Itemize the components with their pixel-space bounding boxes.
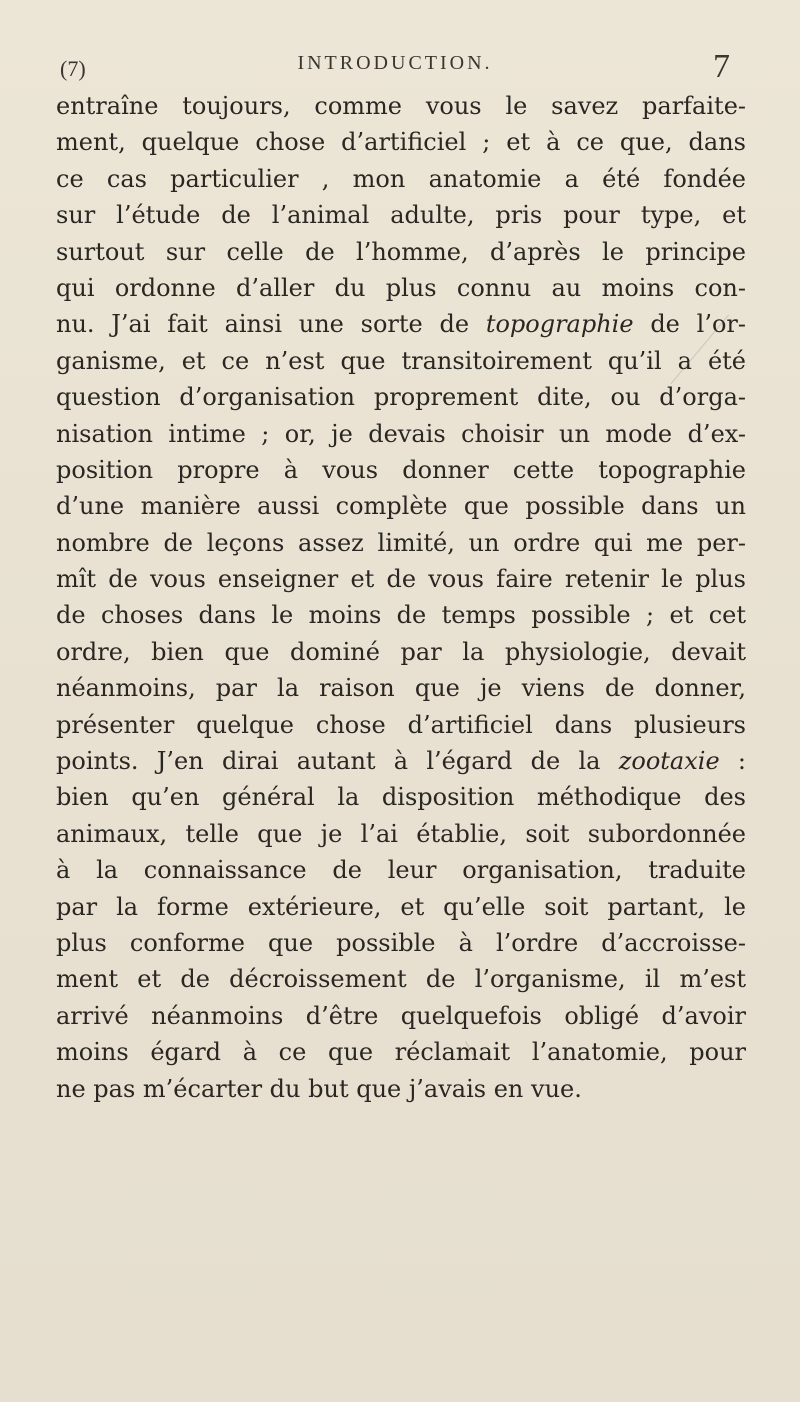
running-header — [60, 42, 730, 85]
running-title: INTRODUCTION. — [297, 52, 493, 74]
italic-term: topographie — [485, 310, 634, 339]
text-line: moins égard à ce que réclamait l’anatomie, pour — [56, 1038, 746, 1067]
text-line: sur l’étude de l’animal adulte, pris pour type, et — [56, 201, 746, 230]
text-line: entraîne toujours, comme vous le savez parfaite- — [56, 92, 746, 120]
text-line: d’une manière aussi complète que possible dans un — [56, 492, 746, 521]
text-line: à la connaissance de leur organisation, traduite — [56, 856, 746, 885]
text-line-last: ne pas m’écarter du but que j’avais en vue. — [56, 1074, 582, 1103]
text-line: présenter quelque chose d’artificiel dans plusieurs — [56, 710, 746, 739]
page-number: 7 — [713, 48, 730, 85]
text-line: par la forme extérieure, et qu’elle soit partant, le — [56, 892, 746, 921]
text-line: arrivé néanmoins d’être quelquefois obligé d’avoir — [56, 1001, 746, 1030]
text-line: plus conforme que possible à l’ordre d’accroisse- — [56, 928, 746, 957]
text-line: néanmoins, par la raison que je viens de donner, — [56, 674, 746, 703]
text-line: ordre, bien que dominé par la physiologie, devait — [56, 637, 746, 666]
text-line: position propre à vous donner cette topographie — [56, 455, 746, 484]
text-line: nombre de leçons assez limité, un ordre qui me per- — [56, 528, 746, 557]
text-line: question d’organisation proprement dite, ou d’orga- — [56, 383, 746, 412]
text-line: animaux, telle que je l’ai établie, soit subordonnée — [56, 819, 746, 848]
text-line: mît de vous enseigner et de vous faire retenir le plus — [56, 565, 746, 594]
italic-term: zootaxie — [618, 747, 720, 776]
text-line-emph: nu. J’ai fait ainsi une sorte de topographie de l’or- — [56, 310, 746, 339]
text-line: ce cas particulier , mon anatomie a été fondée — [56, 164, 746, 193]
page-number-bracketed: (7) — [60, 56, 86, 81]
text-line: qui ordonne d’aller du plus connu au moins con- — [56, 273, 746, 302]
text-line: bien qu’en général la disposition méthodique des — [56, 783, 746, 812]
body-text — [56, 88, 746, 1107]
text-line: de choses dans le moins de temps possible ; et cet — [56, 601, 746, 630]
text-line: ment et de décroissement de l’organisme, il m’est — [56, 965, 746, 994]
text-line: surtout sur celle de l’homme, d’après le principe — [56, 237, 746, 266]
text-line: ganisme, et ce n’est que transitoirement qu’il a été — [56, 346, 746, 375]
text-line-emph: points. J’en dirai autant à l’égard de la zootaxie : — [56, 747, 746, 776]
text-line: ment, quelque chose d’artificiel ; et à ce que, dans — [56, 128, 746, 157]
text-line: nisation intime ; or, je devais choisir un mode d’ex- — [56, 419, 746, 448]
